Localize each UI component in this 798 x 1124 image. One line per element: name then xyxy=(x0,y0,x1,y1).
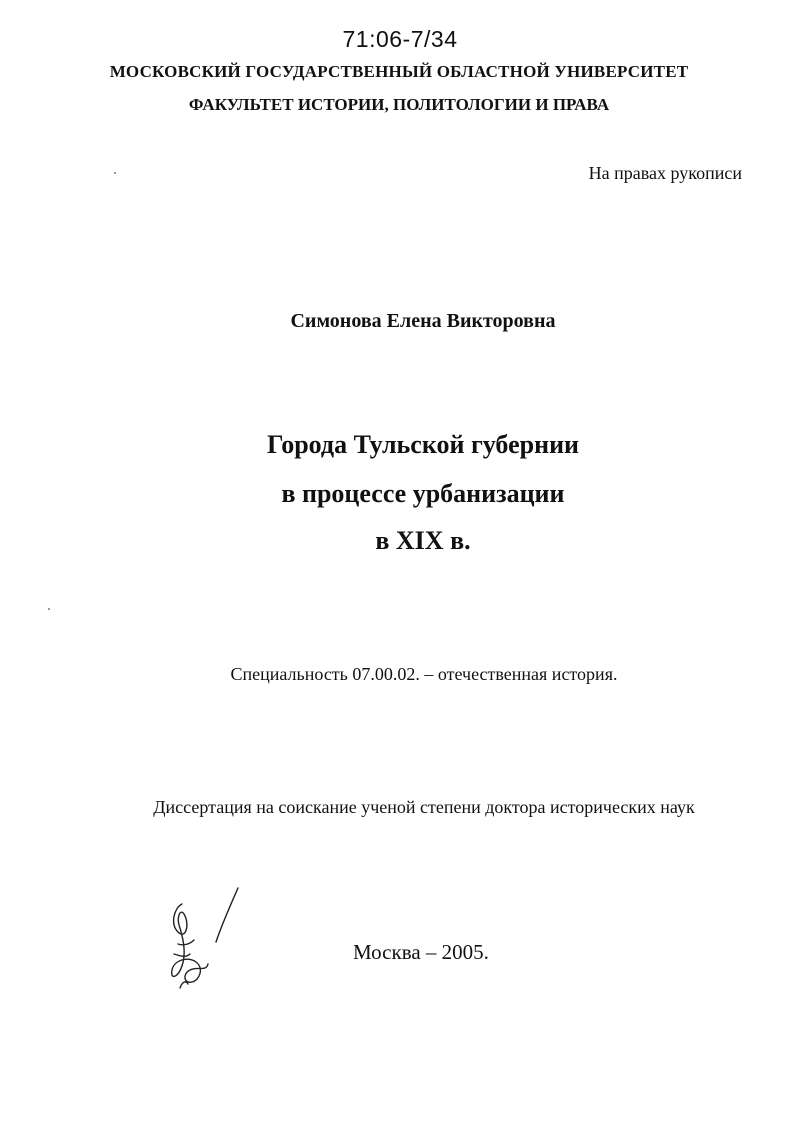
dissertation-title-line-1: Города Тульской губернии xyxy=(266,430,580,459)
degree-line: Диссертация на соискание ученой степени доктора исторических наук xyxy=(153,797,695,817)
city-year: Москва – 2005. xyxy=(353,940,489,964)
author-name: Симонова Елена Викторовна xyxy=(290,310,556,332)
faculty-name: ФАКУЛЬТЕТ ИСТОРИИ, ПОЛИТОЛОГИИ И ПРАВА xyxy=(188,95,610,114)
scan-speck xyxy=(114,172,116,174)
signature-icon xyxy=(160,884,250,1004)
scan-speck xyxy=(48,608,50,610)
dissertation-title-line-3: в XIX в. xyxy=(375,526,471,555)
university-name: МОСКОВСКИЙ ГОСУДАРСТВЕННЫЙ ОБЛАСТНОЙ УНИВЕРСИТЕТ xyxy=(109,62,689,81)
manuscript-note: На правах рукописи xyxy=(588,163,742,183)
dissertation-title-line-2: в процессе урбанизации xyxy=(281,479,565,508)
library-code: 71:06-7/34 xyxy=(342,26,458,52)
specialty-line: Специальность 07.00.02. – отечественная история. xyxy=(230,664,618,684)
